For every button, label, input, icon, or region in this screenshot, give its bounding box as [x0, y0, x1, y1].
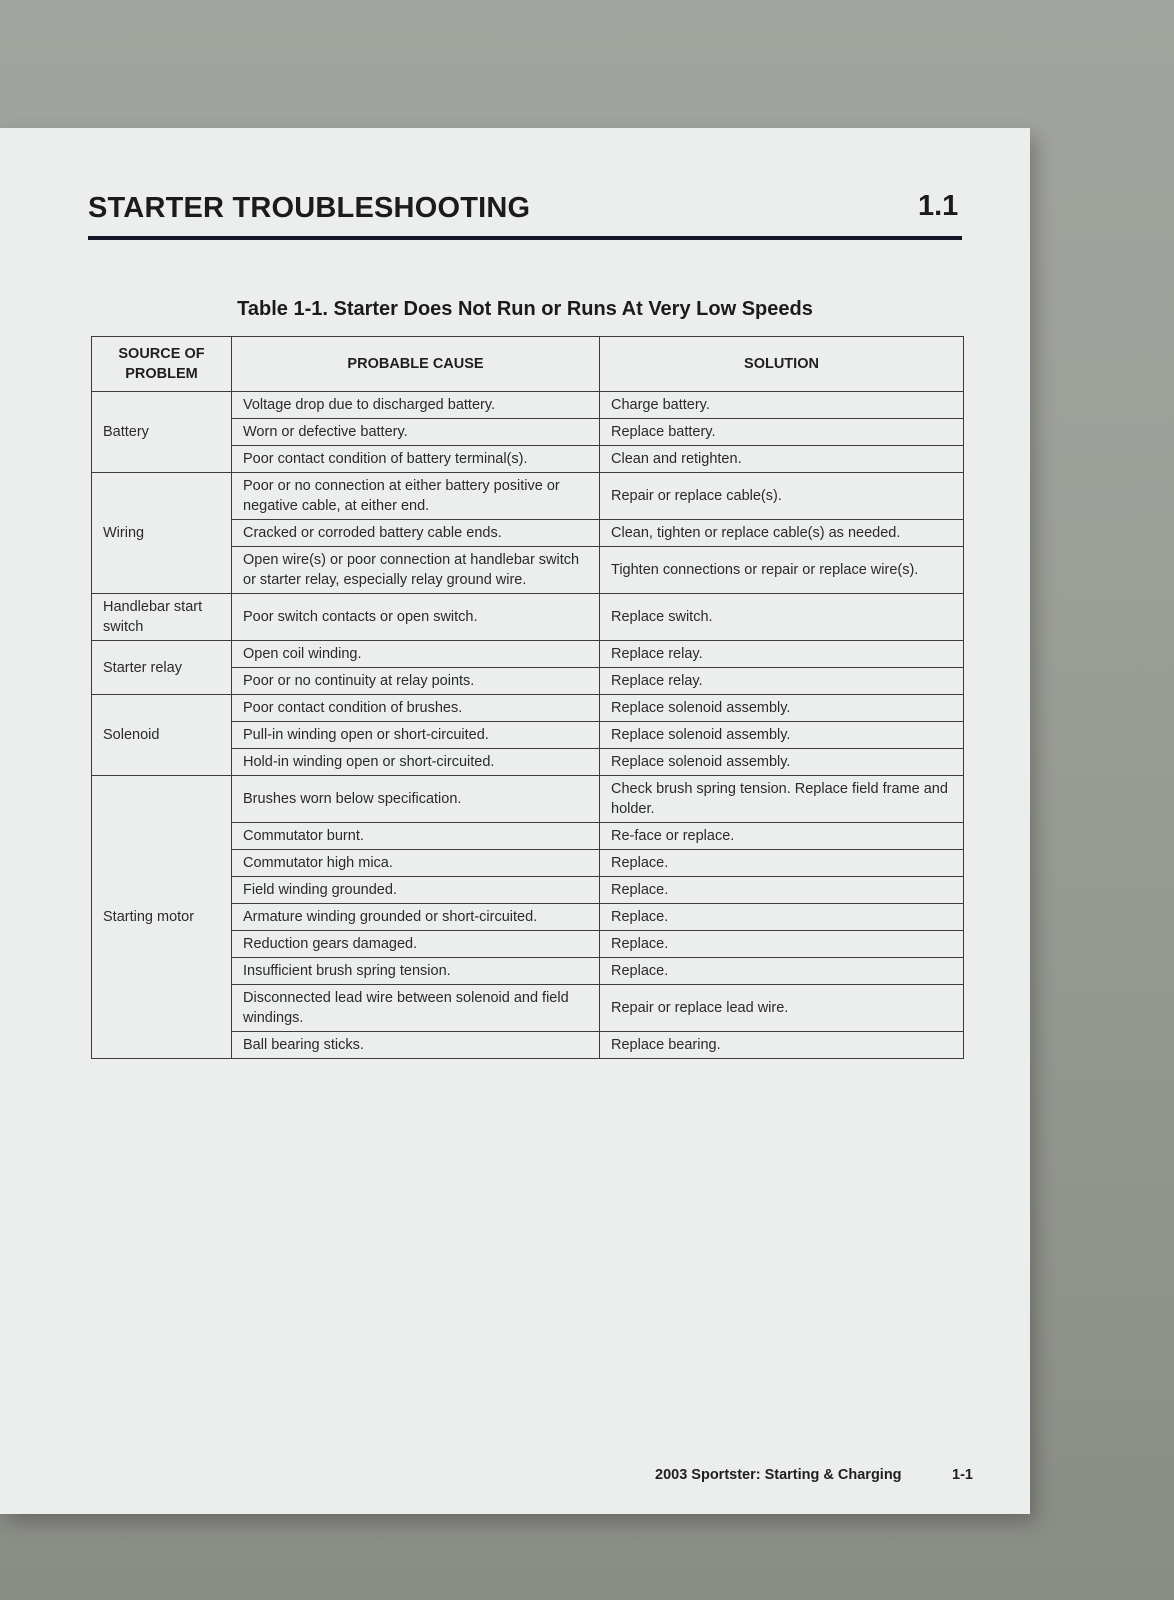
solution-cell: Clean and retighten.	[600, 446, 964, 473]
source-cell: Solenoid	[92, 695, 232, 776]
cause-cell: Pull-in winding open or short-circuited.	[232, 722, 600, 749]
cause-cell: Poor contact condition of brushes.	[232, 695, 600, 722]
cause-cell: Poor or no continuity at relay points.	[232, 668, 600, 695]
solution-cell: Repair or replace cable(s).	[600, 473, 964, 520]
table-row	[92, 776, 964, 823]
cause-cell: Reduction gears damaged.	[232, 931, 600, 958]
title-rule	[88, 236, 962, 240]
table-row	[92, 695, 964, 722]
solution-cell: Replace relay.	[600, 641, 964, 668]
cause-cell: Poor switch contacts or open switch.	[232, 594, 600, 641]
table-row	[92, 594, 964, 641]
cause-cell: Disconnected lead wire between solenoid and field windings.	[232, 985, 600, 1032]
solution-cell: Tighten connections or repair or replace wire(s).	[600, 547, 964, 594]
table-body	[92, 392, 964, 1059]
cause-cell: Armature winding grounded or short-circuited.	[232, 904, 600, 931]
source-cell: Starter relay	[92, 641, 232, 695]
cause-cell: Poor or no connection at either battery positive or negative cable, at either end.	[232, 473, 600, 520]
solution-cell: Repair or replace lead wire.	[600, 985, 964, 1032]
table-row	[92, 392, 964, 419]
cause-cell: Voltage drop due to discharged battery.	[232, 392, 600, 419]
cause-cell: Field winding grounded.	[232, 877, 600, 904]
solution-cell: Replace.	[600, 958, 964, 985]
solution-cell: Replace solenoid assembly.	[600, 695, 964, 722]
table-header-row	[92, 337, 964, 392]
table-row	[92, 473, 964, 520]
section-number: 1.1	[918, 190, 959, 222]
source-cell: Battery	[92, 392, 232, 473]
solution-cell: Clean, tighten or replace cable(s) as needed.	[600, 520, 964, 547]
cause-cell: Ball bearing sticks.	[232, 1032, 600, 1059]
column-header-source: SOURCE OF PROBLEM	[92, 337, 232, 392]
cause-cell: Commutator high mica.	[232, 850, 600, 877]
solution-cell: Replace.	[600, 904, 964, 931]
solution-cell: Replace switch.	[600, 594, 964, 641]
troubleshooting-table	[91, 336, 964, 1059]
cause-cell: Poor contact condition of battery terminal(s).	[232, 446, 600, 473]
source-cell: Handlebar start switch	[92, 594, 232, 641]
cause-cell: Insufficient brush spring tension.	[232, 958, 600, 985]
cause-cell: Open wire(s) or poor connection at handlebar switch or starter relay, especially relay ground wire.	[232, 547, 600, 594]
cause-cell: Brushes worn below specification.	[232, 776, 600, 823]
cause-cell: Hold-in winding open or short-circuited.	[232, 749, 600, 776]
column-header-solution: SOLUTION	[600, 337, 964, 392]
manual-page	[0, 128, 1030, 1514]
page-title: STARTER TROUBLESHOOTING	[88, 192, 531, 224]
cause-cell: Worn or defective battery.	[232, 419, 600, 446]
cause-cell: Commutator burnt.	[232, 823, 600, 850]
footer-page-number: 1-1	[952, 1467, 973, 1483]
table-row	[92, 641, 964, 668]
table-title: Table 1-1. Starter Does Not Run or Runs At Very Low Speeds	[237, 298, 813, 320]
solution-cell: Replace relay.	[600, 668, 964, 695]
solution-cell: Replace.	[600, 931, 964, 958]
cause-cell: Open coil winding.	[232, 641, 600, 668]
source-cell: Wiring	[92, 473, 232, 594]
solution-cell: Replace solenoid assembly.	[600, 749, 964, 776]
solution-cell: Replace battery.	[600, 419, 964, 446]
solution-cell: Replace.	[600, 850, 964, 877]
footer-title: 2003 Sportster: Starting & Charging	[655, 1467, 902, 1483]
source-cell: Starting motor	[92, 776, 232, 1059]
solution-cell: Re-face or replace.	[600, 823, 964, 850]
solution-cell: Check brush spring tension. Replace field frame and holder.	[600, 776, 964, 823]
solution-cell: Replace.	[600, 877, 964, 904]
column-header-cause: PROBABLE CAUSE	[232, 337, 600, 392]
solution-cell: Replace bearing.	[600, 1032, 964, 1059]
cause-cell: Cracked or corroded battery cable ends.	[232, 520, 600, 547]
solution-cell: Replace solenoid assembly.	[600, 722, 964, 749]
solution-cell: Charge battery.	[600, 392, 964, 419]
